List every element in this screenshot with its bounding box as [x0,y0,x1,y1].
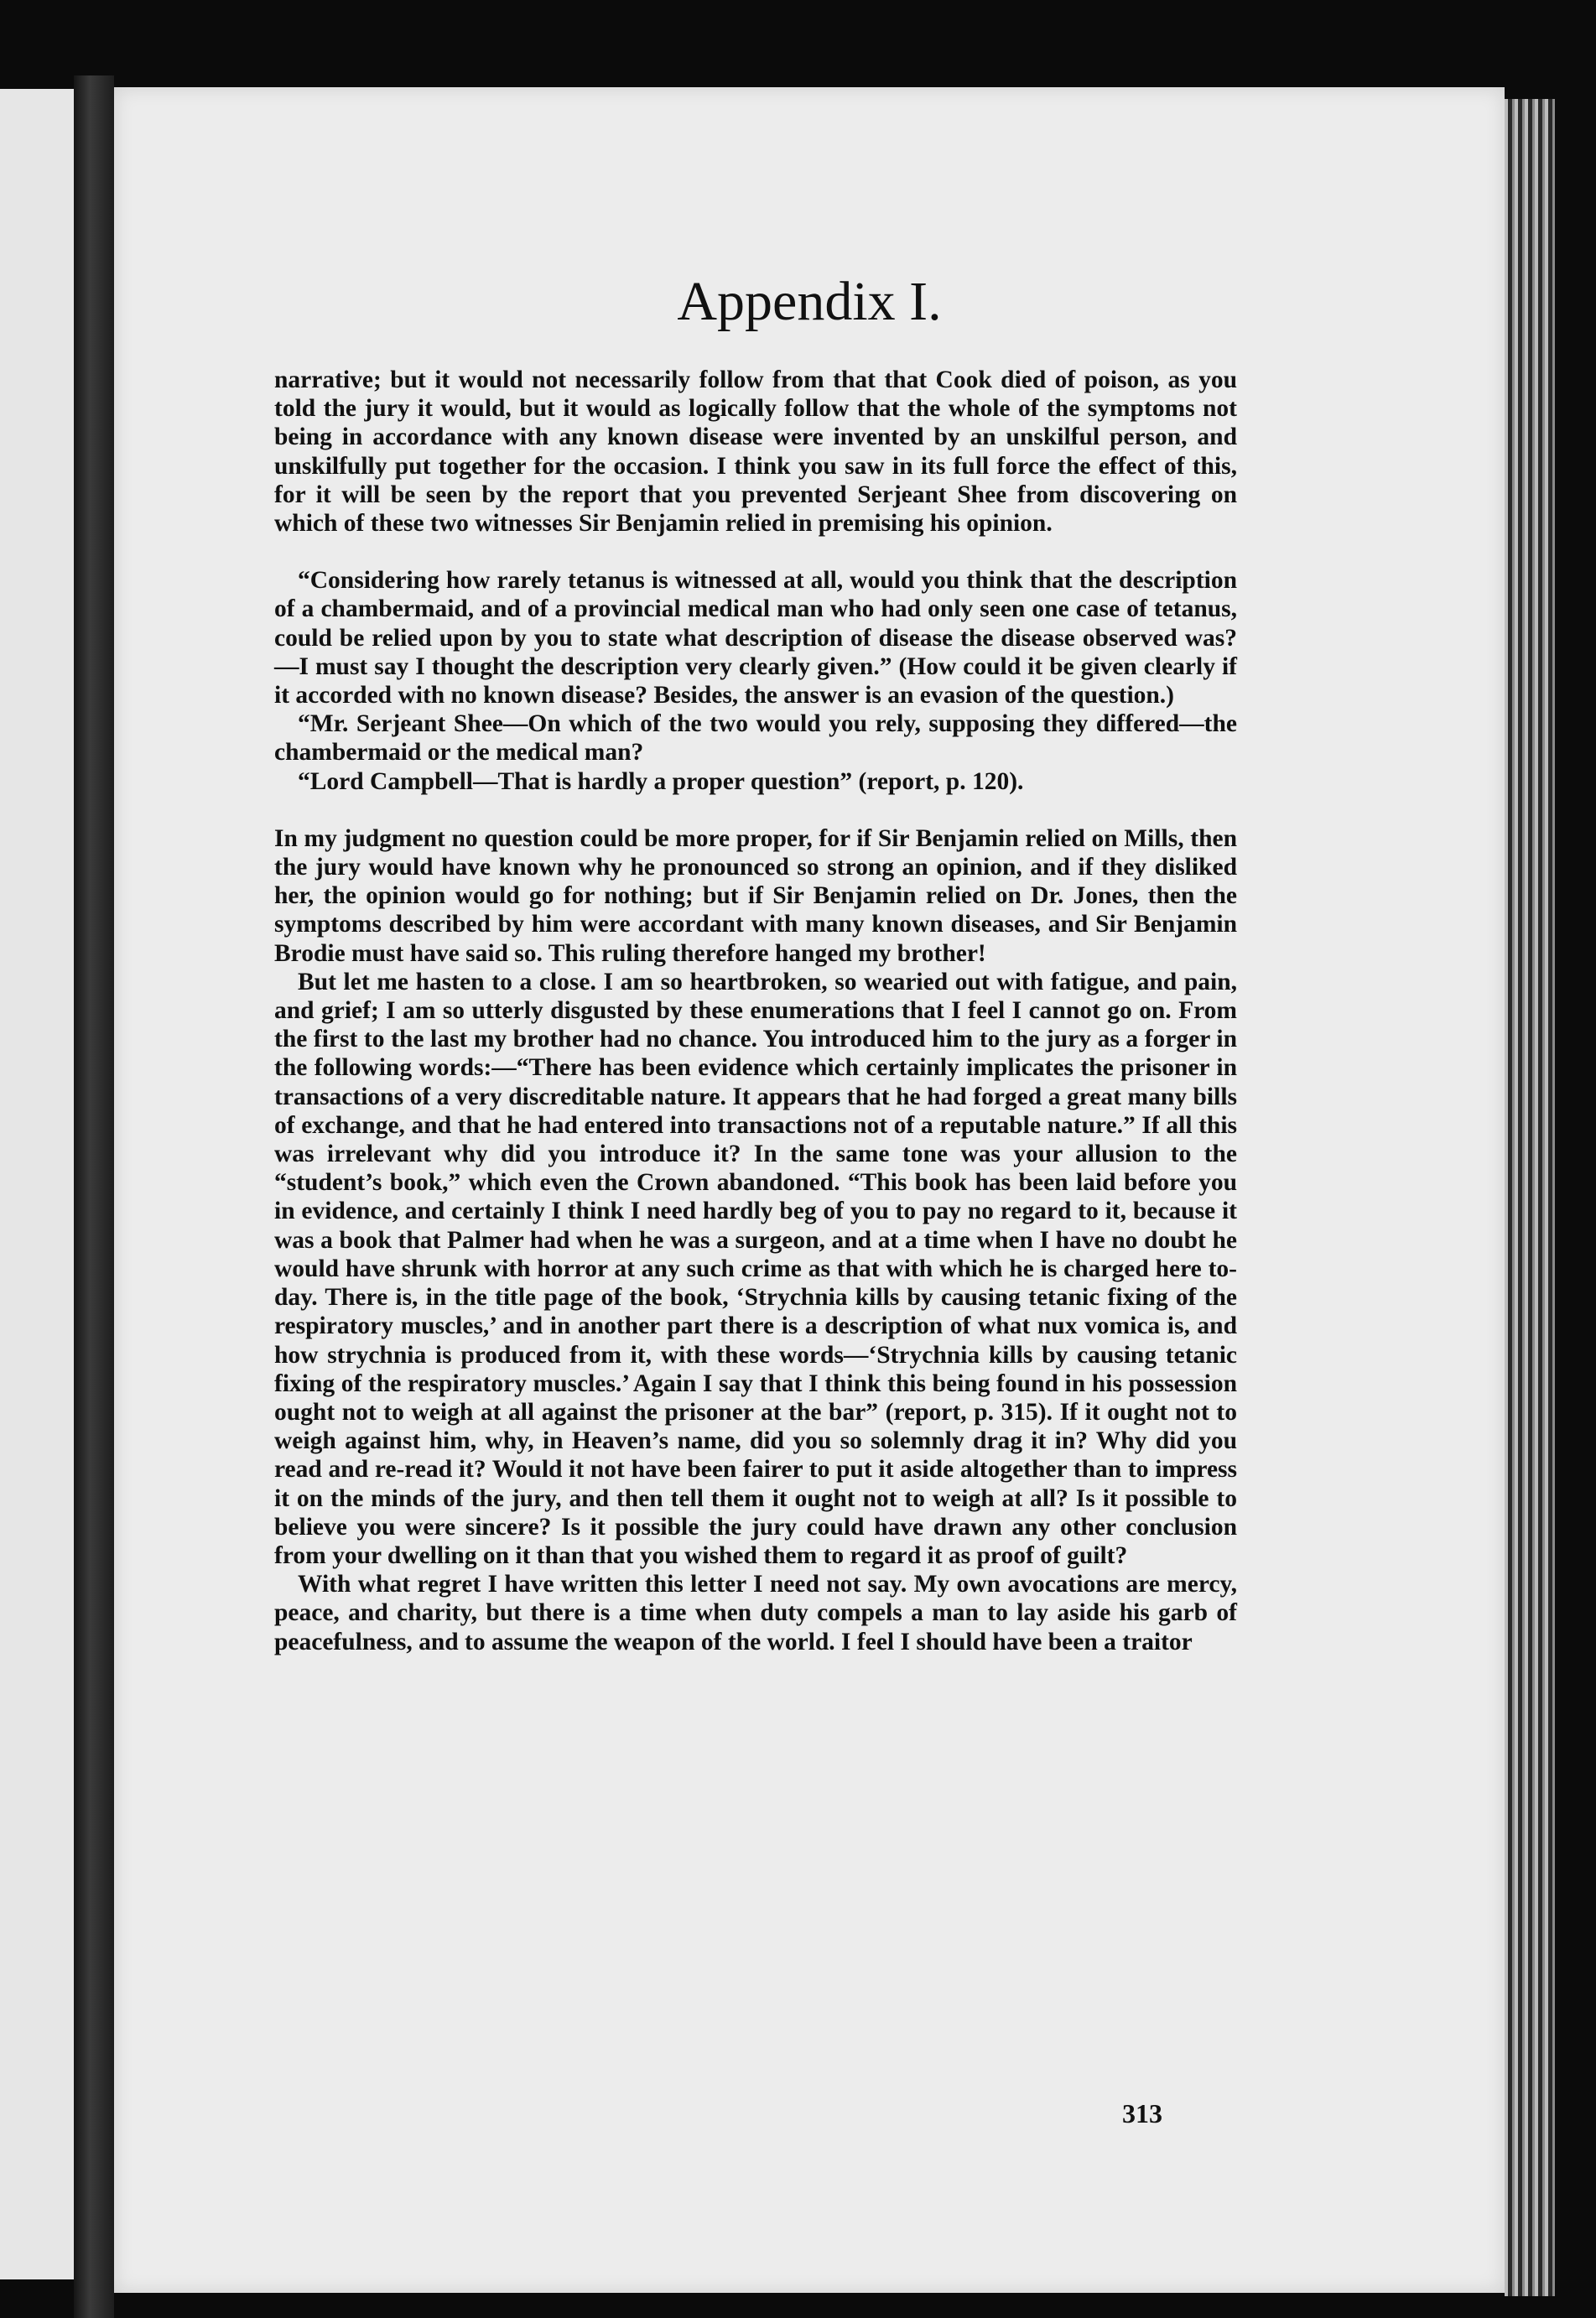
paragraph-narrative: narrative; but it would not necessarily follow from that that Cook died of poison, as you told the jury it would, but it would as logically follow that the whole of the symptoms not being in accordance with any known disease were invented by an unskilful person, and unskilfully put together for the occasion. I think you saw in its full force the effect of this, for it will be seen by the report that you prevented Serjeant Shee from discovering on which of these two witnesses Sir Benjamin relied in premising his opinion. [274,366,1237,538]
paragraph-judgment: In my judgment no question could be more proper, for if Sir Benjamin relied on Mills, then the jury would have known why he pronounced so strong an opinion, and if they disliked her, the opinion would go for nothing; but if Sir Benjamin relied on Dr. Jones, then the symptoms described by him were accordant with many known diseases, and Sir Benjamin Brodie must have said so. This ruling therefore hanged my brother! [274,824,1237,967]
page-number: 313 [1122,2098,1162,2128]
paragraph-hasten: But let me hasten to a close. I am so heartbroken, so wearied out with fatigue, and pain, and grief; I am so utterly disgusted by these enumerations that I feel I cannot go on. From the first to the last my brother had no chance. You introduced him to the jury as a forger in the following words:—“There has been evidence which certainly implicates the prisoner in transactions of a very discreditable nature. It appears that he had forged a great many bills of exchange, and that he had entered into transactions not of a reputable nature.” If all this was irrelevant why did you introduce it? In the same tone was your allusion to the “student’s book,” which even the Crown abandoned. “This book has been laid before you in evidence, and certainly I think I need hardly beg of you to pay no regard to it, because it was a book that Palmer had when he was a surgeon, and at a time when I have no doubt he would have shrunk with horror at any such crime as that with which he is charged here to-day. There is, in the title page of the book, ‘Strychnia kills by causing tetanic fixing of the respiratory muscles,’ and in another part there is a description of what nux vomica is, and how strychnia is produced from it, with these words—‘Strychnia kills by causing tetanic fixing of the respiratory muscles.’ Again I say that I think this being found in his possession ought not to weigh at all against the prisoner at the bar” (report, p. 315). If it ought not to weigh against him, why, in Heaven’s name, did you so solemnly drag it in? Why did you read and re-read it? Would it not have been fairer to put it aside altogether than to impress it on the minds of the jury, and then tell them it ought not to weigh at all? Is it possible to believe you were sincere? Is it possible the jury could have drawn any other conclusion from your dwelling on it than that you wished them to regard it as proof of guilt? [274,968,1237,1569]
running-head: Appendix I. [677,271,942,332]
paragraph-quote-shee: “Mr. Serjeant Shee—On which of the two would you rely, supposing they differed—the chambermaid or the medical man? [274,710,1237,767]
facing-page-edge [0,89,74,2279]
book-gutter [74,75,114,2318]
paragraph-quote-campbell: “Lord Campbell—That is hardly a proper question” (report, p. 120). [298,767,1024,795]
page-stack-edge [1505,99,1555,2296]
paragraph-quote-tetanus: “Considering how rarely tetanus is witnessed at all, would you think that the description of a chambermaid, and of a provincial medical man who had only seen one case of tetanus, could be relied upon by you to state what description of disease the disease observed was?—I must say I thought the description very clearly given.” (How could it be given clearly if it accorded with no known disease? Besides, the answer is an evasion of the question.) [274,567,1237,709]
paragraph-regret: With what regret I have written this letter I need not say. My own avocations are mercy, peace, and charity, but there is a time when duty compels a man to lay aside his garb of peacefulness, and to assume the weapon of the world. I feel I should have been a traitor [274,1571,1237,1655]
body-text [274,366,1237,1656]
